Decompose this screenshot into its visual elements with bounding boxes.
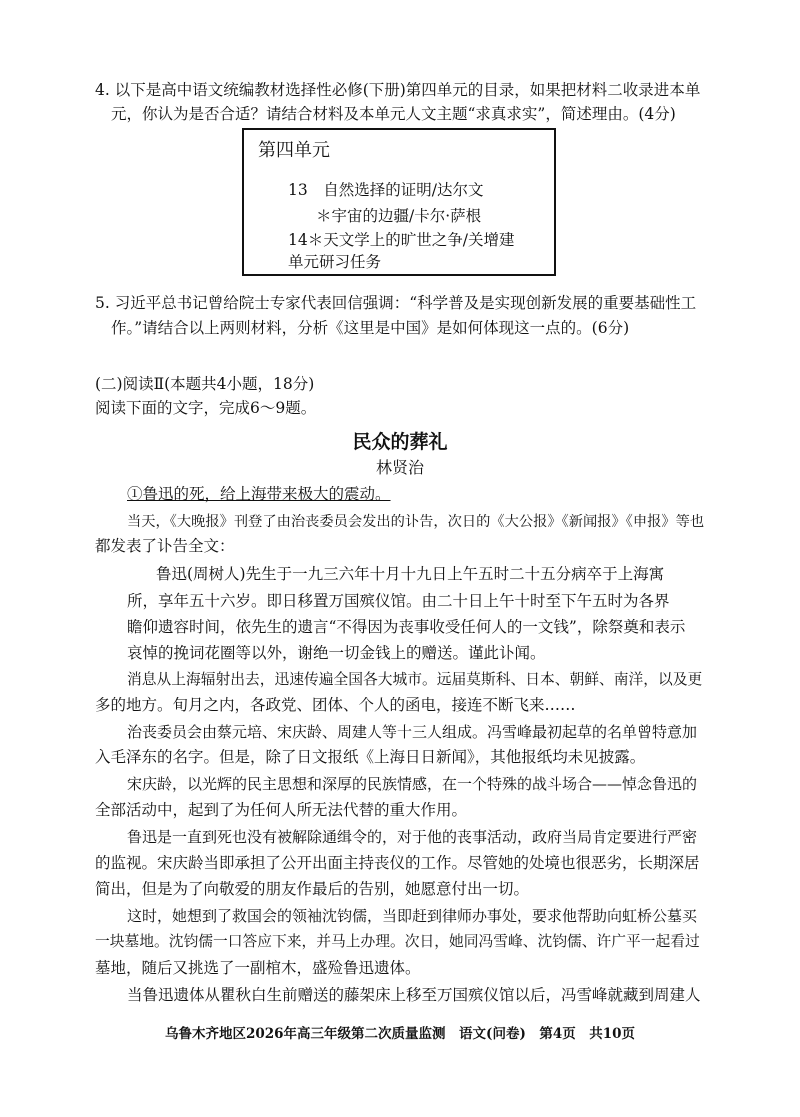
quoted-obituary-line: 瞻仰遗容时间，依先生的遗言“不得因为丧事收受任何人的一文钱”，除祭奠和表示 (127, 618, 686, 636)
unit-table-of-contents (242, 128, 556, 276)
article-line: 墓地，随后又挑选了一副棺木，盛殓鲁迅遗体。 (95, 959, 421, 977)
question-5-line-2: 作。”请结合以上两则材料，分析《这里是中国》是如何体现这一点的。(6分) (111, 319, 630, 337)
toc-item: ＊宇宙的边疆/卡尔·萨根 (316, 207, 482, 225)
article-author: 林贤治 (375, 458, 424, 477)
article-line: 治丧委员会由蔡元培、宋庆龄、周建人等十三人组成。冯雪峰最初起草的名单曾特意加 (127, 723, 698, 741)
article-line: 宋庆龄，以光辉的民主思想和深厚的民族情感，在一个特殊的战斗场合——悼念鲁迅的 (127, 775, 698, 793)
article-line: 入毛泽东的名字。但是，除了日文报纸《上海日日新闻》，其他报纸均未见披露。 (95, 748, 646, 766)
quoted-obituary-line: 哀悼的挽词花圈等以外，谢绝一切金钱上的赠送。谨此讣闻。 (127, 644, 546, 662)
toc-item: 14＊天文学上的旷世之争/关增建 (288, 231, 515, 249)
question-4-line-2: 元，你认为是否合适？请结合材料及本单元人文主题“求真求实”，简述理由。(4分) (111, 105, 676, 123)
page-footer: 乌鲁木齐地区2026年高三年级第二次质量监测 语文(问卷) 第4页 共10页 (164, 1026, 636, 1042)
article-line: 简出，但是为了向敬爱的朋友作最后的告别，她愿意付出一切。 (95, 880, 530, 898)
toc-item: 单元研习任务 (288, 253, 382, 271)
article-line: 多的地方。旬月之内，各政党、团体、个人的函电，接连不断飞来…… (95, 696, 576, 714)
article-line: 全部活动中，起到了为任何人所无法代替的重大作用。 (95, 801, 468, 819)
question-5-line-1: 5. 习近平总书记曾给院士专家代表回信强调：“科学普及是实现创新发展的重要基础性工 (95, 294, 697, 312)
article-line: 当鲁迅遗体从瞿秋白生前赠送的藤架床上移至万国殡仪馆以后，冯雪峰就藏到周建人 (127, 986, 701, 1004)
article-line: 消息从上海辐射出去，迅速传遍全国各大城市。远届莫斯科、日本、朝鲜、南洋，以及更 (127, 671, 703, 688)
section-instruction: 阅读下面的文字，完成6～9题。 (95, 399, 317, 417)
article-title: 民众的葬礼 (352, 431, 448, 453)
article-line: 鲁迅是一直到死也没有被解除通缉令的，对于他的丧事活动，政府当局肯定要进行严密 (127, 828, 698, 846)
article-line: 都发表了讣告全文： (95, 537, 235, 555)
quoted-obituary-line: 所，享年五十六岁。即日移置万国殡仪馆。由二十日上午十时至下午五时为各界 (127, 592, 670, 610)
article-line: 一块墓地。沈钧儒一口答应下来，并马上办理。次日，她同冯雪峰、沈钧儒、许广平一起看过 (95, 933, 700, 950)
toc-item: 13 自然选择的证明/达尔文 (288, 181, 484, 199)
section-heading: (二)阅读Ⅱ(本题共4小题，18分) (95, 375, 315, 393)
article-line: ①鲁迅的死，给上海带来极大的震动。 (127, 485, 391, 503)
article-line: 这时，她想到了救国会的领袖沈钧儒，当即赶到律师办事处，要求他帮助向虹桥公墓买 (127, 907, 698, 925)
toc-title: 第四单元 (258, 140, 330, 161)
question-4-line-1: 4. 以下是高中语文统编教材选择性必修(下册)第四单元的目录，如果把材料二收录进本单 (95, 81, 701, 99)
article-line: 的监视。宋庆龄当即承担了公开出面主持丧仪的工作。尽管她的处境也很恶劣，长期深居 (95, 854, 700, 872)
quoted-obituary-line: 鲁迅(周树人)先生于一九三六年十月十九日上午五时二十五分病卒于上海寓 (156, 565, 665, 583)
article-line: 当天，《大晚报》刊登了由治丧委员会发出的讣告，次日的《大公报》《新闻报》《申报》等也 (127, 514, 705, 530)
